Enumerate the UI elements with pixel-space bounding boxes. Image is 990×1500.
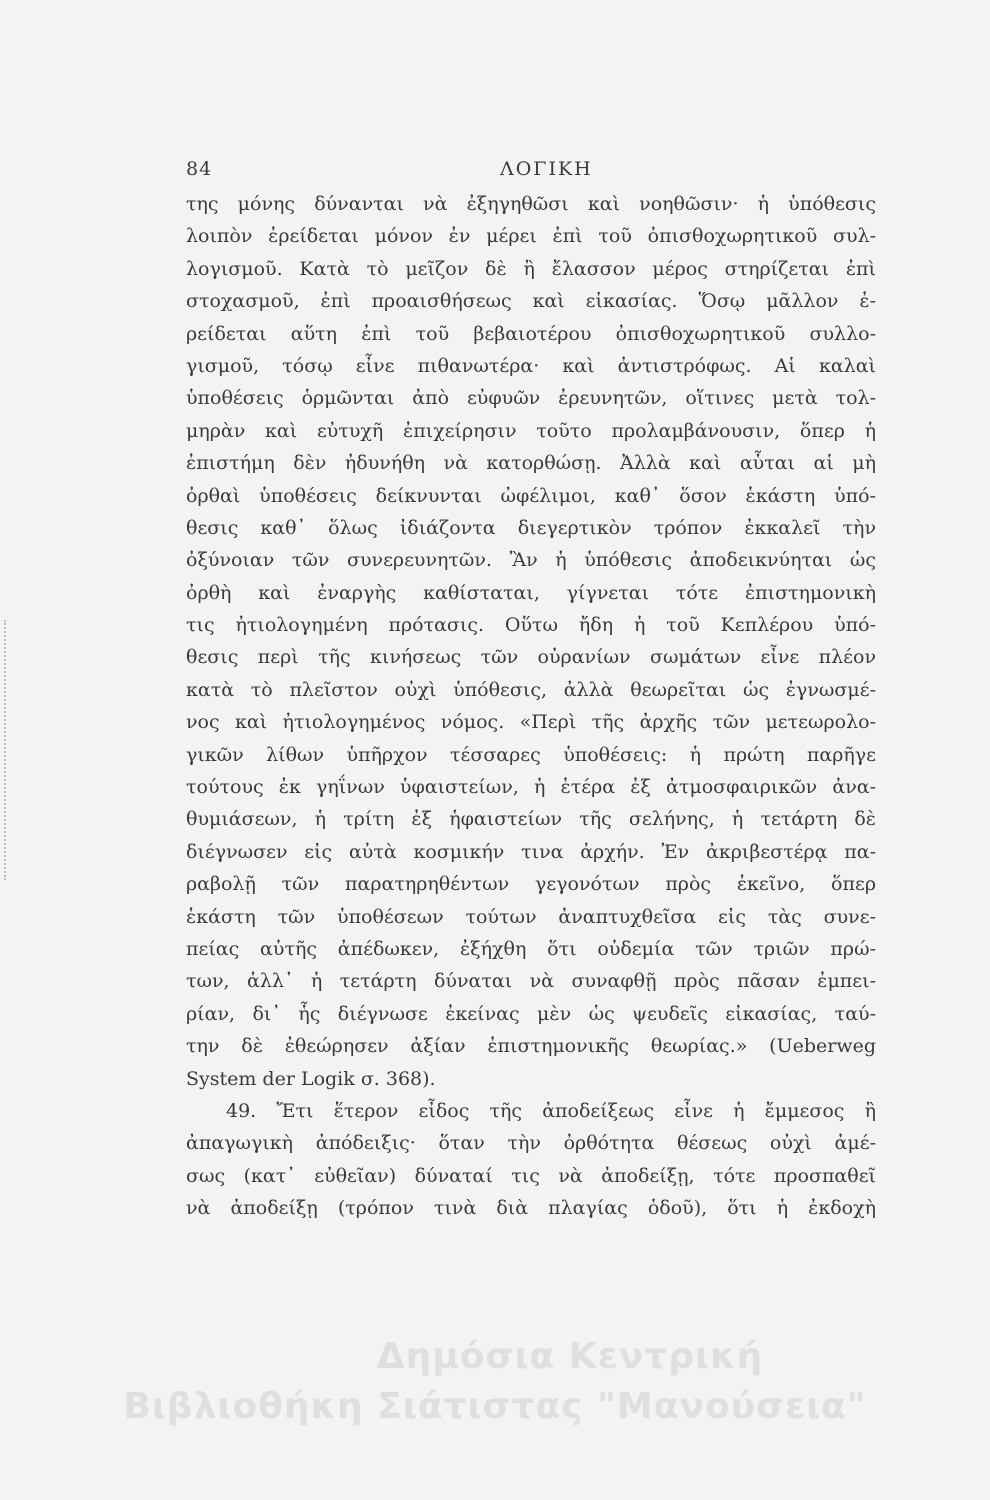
text-line: της μόνης δύνανται νὰ ἐξηγηθῶσι καὶ νοηθῶσιν· ἡ ὑπόθεσις <box>186 193 876 215</box>
text-line: ἐπιστήμη δὲν ἠδυνήθη νὰ κατορθώσῃ. Ἀλλὰ καὶ αὗται αἱ μὴ <box>186 452 876 475</box>
text-line-paragraph-end: System der Logik σ. 368). <box>186 1067 436 1090</box>
text-line: ὀρθαὶ ὑποθέσεις δείκνυνται ὠφέλιμοι, καθ᾽ ὅσον ἑκάστη ὑπό- <box>186 484 876 507</box>
text-line: ὀξύνοιαν τῶν συνερευνητῶν. Ἂν ἡ ὑπόθεσις ἀποδεικνύηται ὡς <box>186 549 876 572</box>
scan-edge-marks <box>4 620 9 880</box>
text-line: θεσις περὶ τῆς κινήσεως τῶν οὐρανίων σωμάτων εἶνε πλέον <box>186 646 876 669</box>
library-watermark-line-2: Βιβλιοθήκη Σιάτιστας "Μανούσεια" <box>123 1386 867 1427</box>
text-line: νος καὶ ἠτιολογημένος νόμος. «Περὶ τῆς ἀρχῆς τῶν μετεωρολο- <box>186 711 876 734</box>
text-line: ρίαν, δι᾽ ἧς διέγνωσε ἐκείνας μὲν ὡς ψευδεῖς εἰκασίας, ταύ- <box>186 1002 876 1025</box>
text-line: ὀρθὴ καὶ ἐναργὴς καθίσταται, γίγνεται τότε ἐπιστημονικὴ <box>186 581 876 604</box>
text-line: ραβολῇ τῶν παρατηρηθέντων γεγονότων πρὸς ἐκεῖνο, ὅπερ <box>186 873 876 896</box>
text-line: ρείδεται αὕτη ἐπὶ τοῦ βεβαιοτέρου ὀπισθοχωρητικοῦ συλλο- <box>186 322 876 345</box>
text-line: την δὲ ἐθεώρησεν ἀξίαν ἐπιστημονικῆς θεωρίας.» (Ueberweg <box>186 1035 876 1058</box>
section-49-first-line: 49. Ἔτι ἕτερον εἶδος τῆς ἀποδείξεως εἶνε ἡ ἔμμεσος ἢ <box>226 1099 876 1122</box>
text-line: θεσις καθ᾽ ὅλως ἰδιάζοντα διεγερτικὸν τρόπον ἐκκαλεῖ τὴν <box>186 516 876 539</box>
library-watermark-line-1: Δημόσια Κεντρική <box>376 1336 764 1377</box>
text-line: στοχασμοῦ, ἐπὶ προαισθήσεως καὶ εἰκασίας. Ὅσῳ μᾶλλον ἐ- <box>186 290 876 313</box>
text-line: των, ἀλλ᾽ ἡ τετάρτη δύναται νὰ συναφθῇ πρὸς πᾶσαν ἐμπει- <box>186 970 876 993</box>
text-line: γισμοῦ, τόσῳ εἶνε πιθανωτέρα· καὶ ἀντιστρόφως. Αἱ καλαὶ <box>186 354 876 377</box>
text-line: λογισμοῦ. Κατὰ τὸ μεῖζον δὲ ἢ ἔλασσον μέρος στηρίζεται ἐπὶ <box>186 257 876 280</box>
text-line: μηρὰν καὶ εὐτυχῆ ἐπιχείρησιν τοῦτο προλαμβάνουσιν, ὅπερ ἡ <box>186 419 876 442</box>
text-line: νὰ ἀποδείξῃ (τρόπον τινὰ διὰ πλαγίας ὁδοῦ), ὅτι ἡ ἐκδοχὴ <box>186 1197 876 1220</box>
text-line: τούτους ἐκ γηΐνων ὑφαιστείων, ἡ ἑτέρα ἐξ ἀτμοσφαιρικῶν ἀνα- <box>186 776 876 799</box>
text-line: ἀπαγωγικὴ ἀπόδειξις· ὅταν τὴν ὀρθότητα θέσεως οὐχὶ ἀμέ- <box>186 1132 876 1155</box>
text-line: τις ἠτιολογημένη πρότασις. Οὕτω ἤδη ἡ τοῦ Κεπλέρου ὑπό- <box>186 614 876 637</box>
text-line: γικῶν λίθων ὑπῆρχον τέσσαρες ὑποθέσεις: ἡ πρώτη παρῆγε <box>186 743 876 766</box>
text-line: κατὰ τὸ πλεῖστον οὐχὶ ὑπόθεσις, ἀλλὰ θεωρεῖται ὡς ἐγνωσμέ- <box>186 678 876 701</box>
text-line: λοιπὸν ἐρείδεται μόνον ἐν μέρει ἐπὶ τοῦ ὀπισθοχωρητικοῦ συλ- <box>186 225 876 248</box>
text-line: πείας αὐτῆς ἀπέδωκεν, ἐξήχθη ὅτι οὐδεμία τῶν τριῶν πρώ- <box>186 937 876 960</box>
body-text <box>186 188 876 1225</box>
text-line: διέγνωσεν εἰς αὐτὰ κοσμικήν τινα ἀρχήν. Ἐν ἀκριβεστέρᾳ πα- <box>186 840 876 863</box>
page-number: 84 <box>186 158 213 180</box>
text-line: ἑκάστη τῶν ὑποθέσεων τούτων ἀναπτυχθεῖσα εἰς τὰς συνε- <box>186 905 876 928</box>
running-head: ΛΟΓΙΚΗ <box>500 158 593 180</box>
text-line: σως (κατ᾽ εὐθεῖαν) δύναταί τις νὰ ἀποδείξῃ, τότε προσπαθεῖ <box>186 1164 876 1187</box>
text-line: θυμιάσεων, ἡ τρίτη ἐξ ἡφαιστείων τῆς σελήνης, ἡ τετάρτη δὲ <box>186 808 876 831</box>
text-line: ὑποθέσεις ὁρμῶνται ἀπὸ εὐφυῶν ἐρευνητῶν, οἵτινες μετὰ τολ- <box>186 387 876 410</box>
